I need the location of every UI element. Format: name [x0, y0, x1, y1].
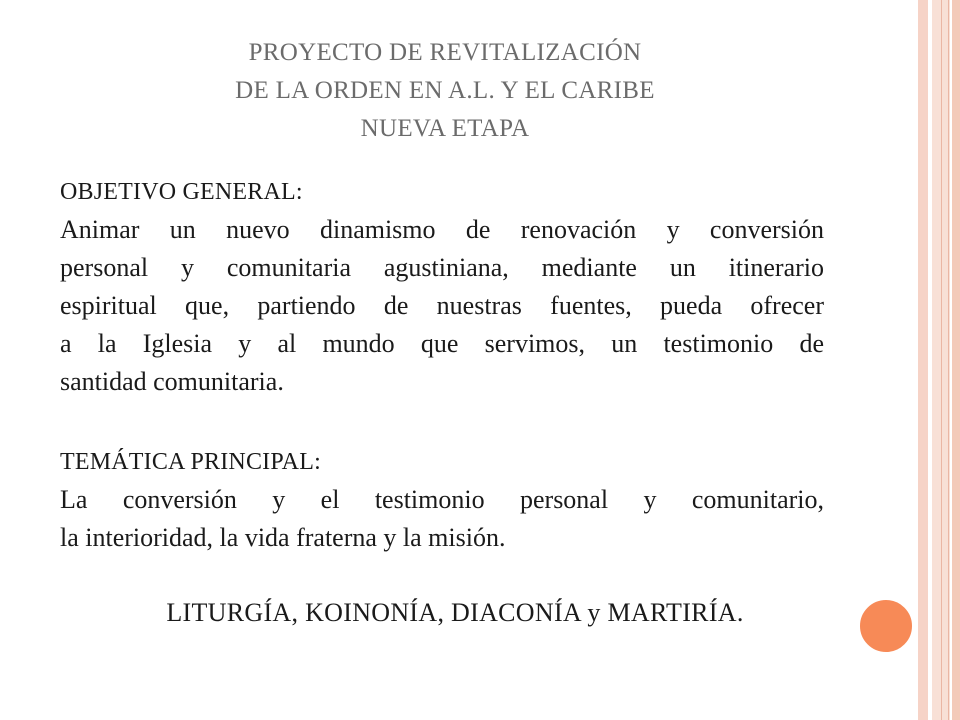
title-line-1: PROYECTO DE REVITALIZACIÓN — [248, 39, 642, 66]
decorative-border-line — [941, 0, 942, 720]
objetivo-line: a la Iglesia y al mundo que servimos, un testimonio de — [60, 329, 824, 358]
title-line-2: DE LA ORDEN EN A.L. Y EL CARIBE — [235, 77, 655, 104]
objetivo-heading: OBJETIVO GENERAL: — [60, 179, 303, 205]
tematica-section — [60, 443, 824, 557]
slide-title — [60, 34, 830, 148]
accent-circle — [857, 597, 915, 655]
objetivo-line: Animar un nuevo dinamismo de renovación y conversión — [60, 215, 824, 244]
tematica-line: la interioridad, la vida fraterna y la misión. — [60, 523, 506, 552]
decorative-border-outer — [952, 0, 960, 720]
objetivo-section — [60, 173, 824, 401]
objetivo-paragraph — [60, 211, 824, 401]
objetivo-line: espiritual que, partiendo de nuestras fuentes, pueda ofrecer — [60, 291, 824, 320]
decorative-border — [918, 0, 928, 720]
closing-line: LITURGÍA, KOINONÍA, DIACONÍA y MARTIRÍA. — [166, 598, 744, 627]
tematica-heading: TEMÁTICA PRINCIPAL: — [60, 449, 321, 475]
title-line-3: NUEVA ETAPA — [360, 115, 530, 142]
decorative-border-line — [948, 0, 949, 720]
tematica-line: La conversión y el testimonio personal y comunitario, — [60, 485, 824, 514]
objetivo-line: santidad comunitaria. — [60, 367, 284, 396]
objetivo-line: personal y comunitaria agustiniana, mediante un itinerario — [60, 253, 824, 282]
tematica-paragraph — [60, 481, 824, 557]
